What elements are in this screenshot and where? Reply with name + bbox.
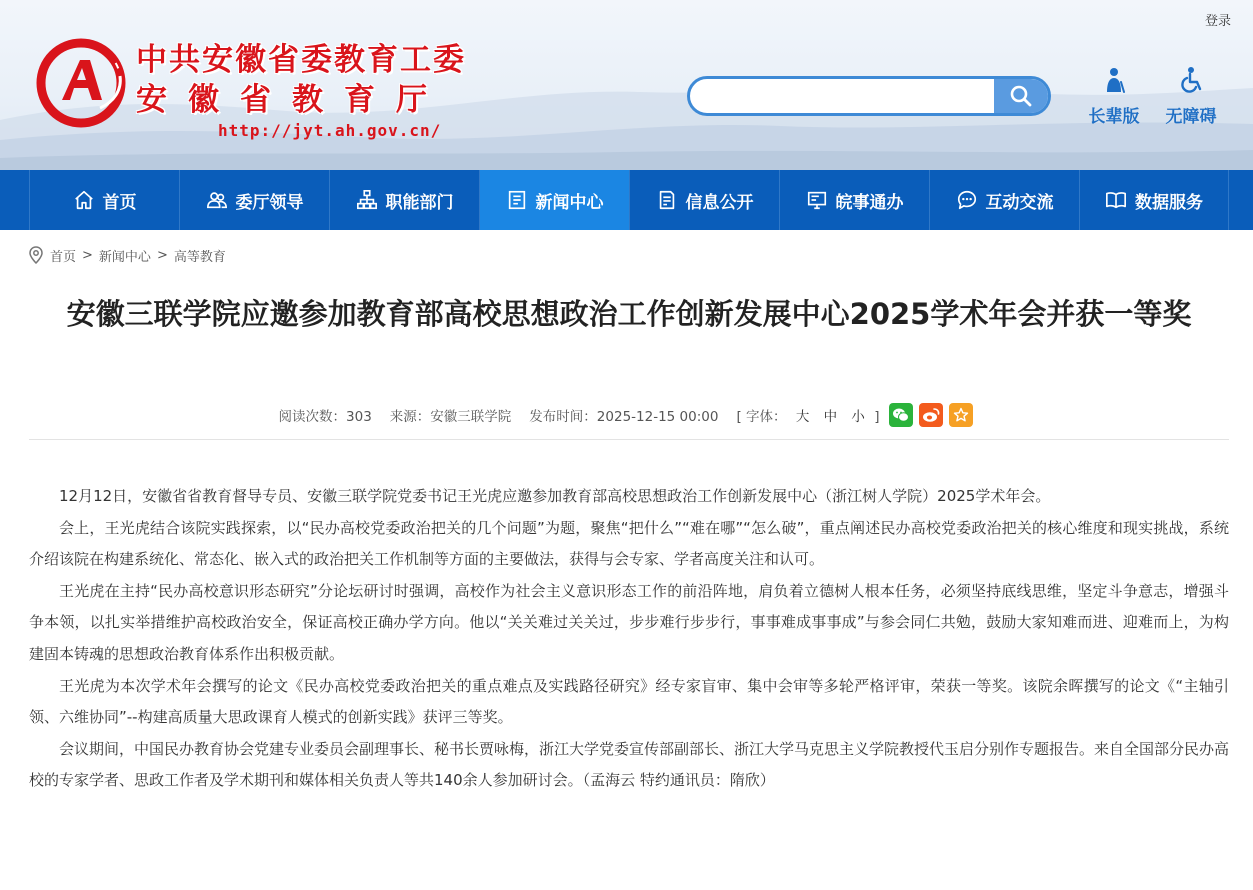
- main-nav: [0, 170, 1253, 230]
- nav-item-label: 数据服务: [1135, 192, 1203, 213]
- font-size-medium[interactable]: 中: [823, 409, 838, 425]
- book-icon: [1105, 189, 1127, 211]
- nav-item-services[interactable]: [779, 170, 929, 230]
- nav-item-label: 委厅领导: [235, 192, 304, 213]
- share-weibo-button[interactable]: [919, 403, 943, 427]
- nav-item-label: 信息公开: [685, 192, 754, 213]
- star-icon: [953, 407, 969, 423]
- article-body: [29, 481, 1229, 797]
- people-icon: [206, 189, 228, 211]
- font-size-control: [736, 405, 879, 425]
- login-link[interactable]: 登录: [1204, 14, 1231, 29]
- location-pin-icon: [28, 246, 44, 264]
- nav-item-departments[interactable]: [329, 170, 479, 230]
- nav-item-label: 新闻中心: [535, 192, 604, 213]
- weibo-icon: [922, 407, 940, 423]
- wheelchair-icon: [1177, 66, 1205, 94]
- breadcrumb-separator: >: [156, 247, 168, 263]
- breadcrumb-higher-education[interactable]: 高等教育: [173, 249, 226, 265]
- article-paragraph: 12月12日，安徽省省教育督导专员、安徽三联学院党委书记王光虎应邀参加教育部高校思想政治工作创新发展中心（浙江树人学院）2025学术年会。: [59, 487, 1051, 505]
- accessibility-button[interactable]: [1160, 66, 1222, 127]
- article-source: 来源：安徽三联学院: [389, 409, 512, 425]
- article-meta: [29, 403, 1229, 427]
- elder-mode-label: 长辈版: [1088, 107, 1140, 127]
- chat-icon: [956, 189, 978, 211]
- wechat-icon: [892, 407, 910, 423]
- font-size-prefix: [ 字体：: [736, 409, 787, 425]
- search-icon: [1009, 84, 1033, 108]
- monitor-icon: [806, 189, 828, 211]
- meta-divider: [29, 439, 1229, 440]
- breadcrumb-separator: >: [82, 247, 93, 263]
- nav-item-interaction[interactable]: [929, 170, 1079, 230]
- home-icon: [73, 189, 95, 211]
- nav-item-news[interactable]: [479, 170, 629, 230]
- nav-item-home[interactable]: [29, 170, 179, 230]
- elder-icon: [1100, 66, 1128, 94]
- font-size-suffix: ]: [874, 409, 880, 425]
- site-header: [0, 0, 1253, 170]
- elder-mode-button[interactable]: [1083, 66, 1145, 127]
- site-title-line1: 中共安徽省委教育工委: [136, 42, 466, 78]
- article-paragraph: 会上，王光虎结合该院实践探索，以“民办高校党委政治把关的几个问题”为题，聚焦“把什么”“难在哪”“怎么破”，重点阐述民办高校党委政治把关的核心维度和现实挑战，系统介绍该院在构建系统化、常态化、嵌入式的政治把关工作机制等方面的主要做法，获得与会专家、学者高度关注和认可。: [29, 518, 1229, 569]
- nav-item-data[interactable]: [1079, 170, 1229, 230]
- breadcrumb-home[interactable]: 首页: [50, 249, 77, 265]
- site-logo: [36, 38, 126, 128]
- nav-item-label: 互动交流: [985, 192, 1054, 213]
- article-paragraph: 会议期间，中国民办教育协会党建专业委员会副理事长、秘书长贾咏梅，浙江大学党委宣传部副部长、浙江大学马克思主义学院教授代玉启分别作专题报告。来自全国部分民办高校的专家学者、思政工作者及学术期刊和媒体相关负责人等共140余人参加研讨会。（孟海云 特约通讯员：隋欣）: [29, 739, 1230, 790]
- nav-item-label: 职能部门: [385, 192, 454, 213]
- view-count: 阅读次数：303: [278, 409, 372, 425]
- article-title: 安徽三联学院应邀参加教育部高校思想政治工作创新发展中心2025学术年会并获一等奖: [66, 297, 1192, 331]
- breadcrumb: [28, 246, 226, 264]
- accessibility-label: 无障碍: [1165, 107, 1217, 127]
- article-paragraph: 王光虎在主持“民办高校意识形态研究”分论坛研讨时强调，高校作为社会主义意识形态工作的前沿阵地，肩负着立德树人根本任务，必须坚持底线思维，坚定斗争意志，增强斗争本领，以扎实举措维护高校政治安全，保证高校正确办学方向。他以“关关难过关关过，步步难行步步行，事事难成事事成”与参会同仁共勉，鼓励大家知难而进、迎难而上，为构建固本铸魂的思想政治教育体系作出积极贡献。: [29, 581, 1229, 663]
- publish-time: 发布时间：2025-12-15 00:00: [529, 409, 719, 425]
- nav-item-label: 首页: [102, 192, 137, 213]
- document-icon: [656, 189, 678, 211]
- search-button[interactable]: [994, 79, 1048, 113]
- font-size-large[interactable]: 大: [795, 409, 810, 425]
- site-title: [136, 40, 466, 120]
- nav-item-leaders[interactable]: [179, 170, 329, 230]
- article-paragraph: 王光虎为本次学术年会撰写的论文《民办高校党委政治把关的重点难点及实践路径研究》经专家盲审、集中会审等多轮严格评审，荣获一等奖。该院余晖撰写的论文《“主轴引领、六维协同”--构建高质量大思政课育人模式的创新实践》获评三等奖。: [29, 676, 1229, 727]
- nav-item-disclosure[interactable]: [629, 170, 779, 230]
- font-size-small[interactable]: 小: [851, 409, 865, 425]
- favorite-button[interactable]: [949, 403, 973, 427]
- news-icon: [506, 189, 528, 211]
- search-box: [687, 76, 1051, 116]
- breadcrumb-news[interactable]: 新闻中心: [98, 249, 151, 265]
- site-url: http://jyt.ah.gov.cn/: [218, 121, 442, 140]
- org-chart-icon: [356, 189, 378, 211]
- nav-item-label: 皖事通办: [835, 192, 904, 213]
- search-input[interactable]: [690, 79, 996, 113]
- site-title-line2: 安徽省教育厅: [136, 82, 448, 118]
- share-wechat-button[interactable]: [889, 403, 913, 427]
